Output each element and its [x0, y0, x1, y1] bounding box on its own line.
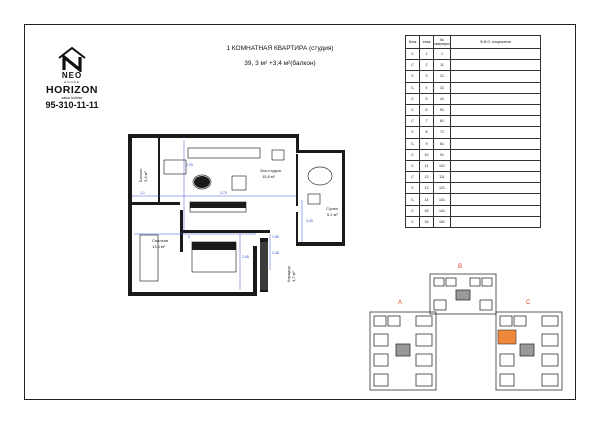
- room-bathroom: С/узел: [326, 206, 339, 211]
- house-n-logo-icon: [57, 46, 87, 72]
- logo-neo: NEO: [61, 71, 83, 80]
- cell-apartment: 91: [434, 149, 451, 160]
- cell-block: C: [406, 172, 420, 183]
- dim-label: 2,93: [186, 163, 193, 167]
- cell-buyer: [451, 138, 541, 149]
- room-corridor: Коридор: [286, 266, 291, 282]
- block-c-outline: [496, 312, 562, 390]
- table-row: [406, 60, 541, 71]
- block-a-outline: [370, 312, 436, 390]
- cell-floor: 1: [420, 49, 434, 60]
- cell-apartment: 111: [434, 172, 451, 183]
- col-floor: этаж: [420, 36, 434, 49]
- block-b-outline: [430, 274, 496, 314]
- cell-buyer: [451, 205, 541, 216]
- cell-floor: 5: [420, 93, 434, 104]
- table-row: [406, 138, 541, 149]
- floor-plan: [120, 130, 360, 302]
- cell-apartment: 31: [434, 82, 451, 93]
- cell-buyer: [451, 49, 541, 60]
- cell-floor: 3: [420, 71, 434, 82]
- cell-floor: 14: [420, 194, 434, 205]
- dim-label: 2,48: [272, 251, 279, 255]
- table-row: [406, 160, 541, 171]
- table-row: [406, 149, 541, 160]
- col-block: блок: [406, 36, 420, 49]
- cell-floor: 7: [420, 116, 434, 127]
- cell-apartment: 1: [434, 49, 451, 60]
- table-row: [406, 93, 541, 104]
- phone-number: 95-310-11-11: [45, 100, 99, 110]
- table-row: [406, 216, 541, 227]
- logo-house: HOUSE: [64, 80, 80, 84]
- table-row: [406, 127, 541, 138]
- room-studio-area: 15,8 м²: [262, 174, 275, 179]
- cell-apartment: 141: [434, 205, 451, 216]
- cell-buyer: [451, 82, 541, 93]
- cell-apartment: 81: [434, 138, 451, 149]
- logo-subtitle: zahar bollrise: [61, 96, 83, 100]
- cell-buyer: [451, 104, 541, 115]
- dim-label: 3,75: [220, 191, 227, 195]
- cell-floor: 4: [420, 82, 434, 93]
- cell-buyer: [451, 149, 541, 160]
- cell-apartment: 71: [434, 127, 451, 138]
- cell-floor: 9: [420, 138, 434, 149]
- dim-label: 1,85: [272, 235, 279, 239]
- dim-label: 1,2: [140, 191, 145, 195]
- plan-furniture: [140, 148, 332, 281]
- block-label-b: B: [458, 264, 463, 270]
- logo-brand: HORIZON: [46, 84, 98, 96]
- cell-floor: 13: [420, 183, 434, 194]
- block-label-c: C: [526, 300, 531, 306]
- cell-apartment: 151: [434, 216, 451, 227]
- cell-buyer: [451, 71, 541, 82]
- cell-buyer: [451, 93, 541, 104]
- cell-apartment: 21: [434, 71, 451, 82]
- room-studio: Зал-студия: [260, 168, 281, 173]
- cell-apartment: 121: [434, 183, 451, 194]
- room-balcony-area: 3,4 м²: [143, 171, 148, 182]
- key-plan: [360, 258, 570, 396]
- cell-buyer: [451, 172, 541, 183]
- table-row: [406, 82, 541, 93]
- cell-floor: 10: [420, 149, 434, 160]
- cell-block: C: [406, 82, 420, 93]
- room-bathroom-area: 5,2 м²: [327, 212, 338, 217]
- cell-block: C: [406, 149, 420, 160]
- dim-label: 2,68: [242, 255, 249, 259]
- plan-dimension-lines: [132, 140, 302, 290]
- cell-block: C: [406, 183, 420, 194]
- cell-buyer: [451, 183, 541, 194]
- cell-floor: 16: [420, 216, 434, 227]
- room-bedroom-area: 13,4 м²: [152, 244, 165, 249]
- cell-floor: 2: [420, 60, 434, 71]
- col-apartment: № квартиры: [434, 36, 451, 49]
- cell-apartment: 61: [434, 116, 451, 127]
- room-balcony: Балкон: [138, 168, 143, 182]
- table-row: [406, 172, 541, 183]
- cell-block: C: [406, 138, 420, 149]
- cell-buyer: [451, 216, 541, 227]
- cell-buyer: [451, 127, 541, 138]
- highlighted-apartment: [498, 330, 516, 344]
- cell-apartment: 101: [434, 160, 451, 171]
- cell-buyer: [451, 60, 541, 71]
- col-buyer: Ф.И.О. покупателя: [451, 36, 541, 49]
- table-row: [406, 183, 541, 194]
- cell-block: C: [406, 160, 420, 171]
- cell-apartment: 131: [434, 194, 451, 205]
- cell-apartment: 11: [434, 60, 451, 71]
- cell-apartment: 41: [434, 93, 451, 104]
- cell-block: C: [406, 104, 420, 115]
- cell-block: C: [406, 93, 420, 104]
- table-row: [406, 49, 541, 60]
- cell-block: C: [406, 49, 420, 60]
- dim-label: 3,45: [306, 219, 313, 223]
- block-label-a: A: [398, 300, 403, 306]
- cell-block: C: [406, 216, 420, 227]
- cell-buyer: [451, 160, 541, 171]
- room-corridor-area: 4,7 м²: [291, 271, 296, 282]
- cell-block: C: [406, 71, 420, 82]
- cell-block: C: [406, 194, 420, 205]
- table-row: [406, 194, 541, 205]
- table-row: [406, 104, 541, 115]
- cell-floor: 11: [420, 160, 434, 171]
- apartment-list-table: [405, 35, 541, 228]
- apartment-area: 39, 3 м² +3,4 м²(балкон): [244, 60, 316, 67]
- apartment-title: 1 КОМНАТНАЯ КВАРТИРА (студия): [226, 45, 334, 52]
- cell-block: C: [406, 116, 420, 127]
- cell-floor: 15: [420, 205, 434, 216]
- cell-block: C: [406, 60, 420, 71]
- cell-apartment: 51: [434, 104, 451, 115]
- room-bedroom: Спальня: [152, 238, 169, 243]
- cell-block: C: [406, 205, 420, 216]
- cell-floor: 8: [420, 127, 434, 138]
- dim-label: 3: [188, 235, 190, 239]
- cell-block: C: [406, 127, 420, 138]
- company-logo: [34, 46, 110, 111]
- plan-labels: [138, 168, 339, 282]
- table-row: [406, 116, 541, 127]
- cell-floor: 12: [420, 172, 434, 183]
- cell-buyer: [451, 116, 541, 127]
- table-header-row: [406, 36, 541, 49]
- table-row: [406, 205, 541, 216]
- table-row: [406, 71, 541, 82]
- cell-buyer: [451, 194, 541, 205]
- cell-floor: 6: [420, 104, 434, 115]
